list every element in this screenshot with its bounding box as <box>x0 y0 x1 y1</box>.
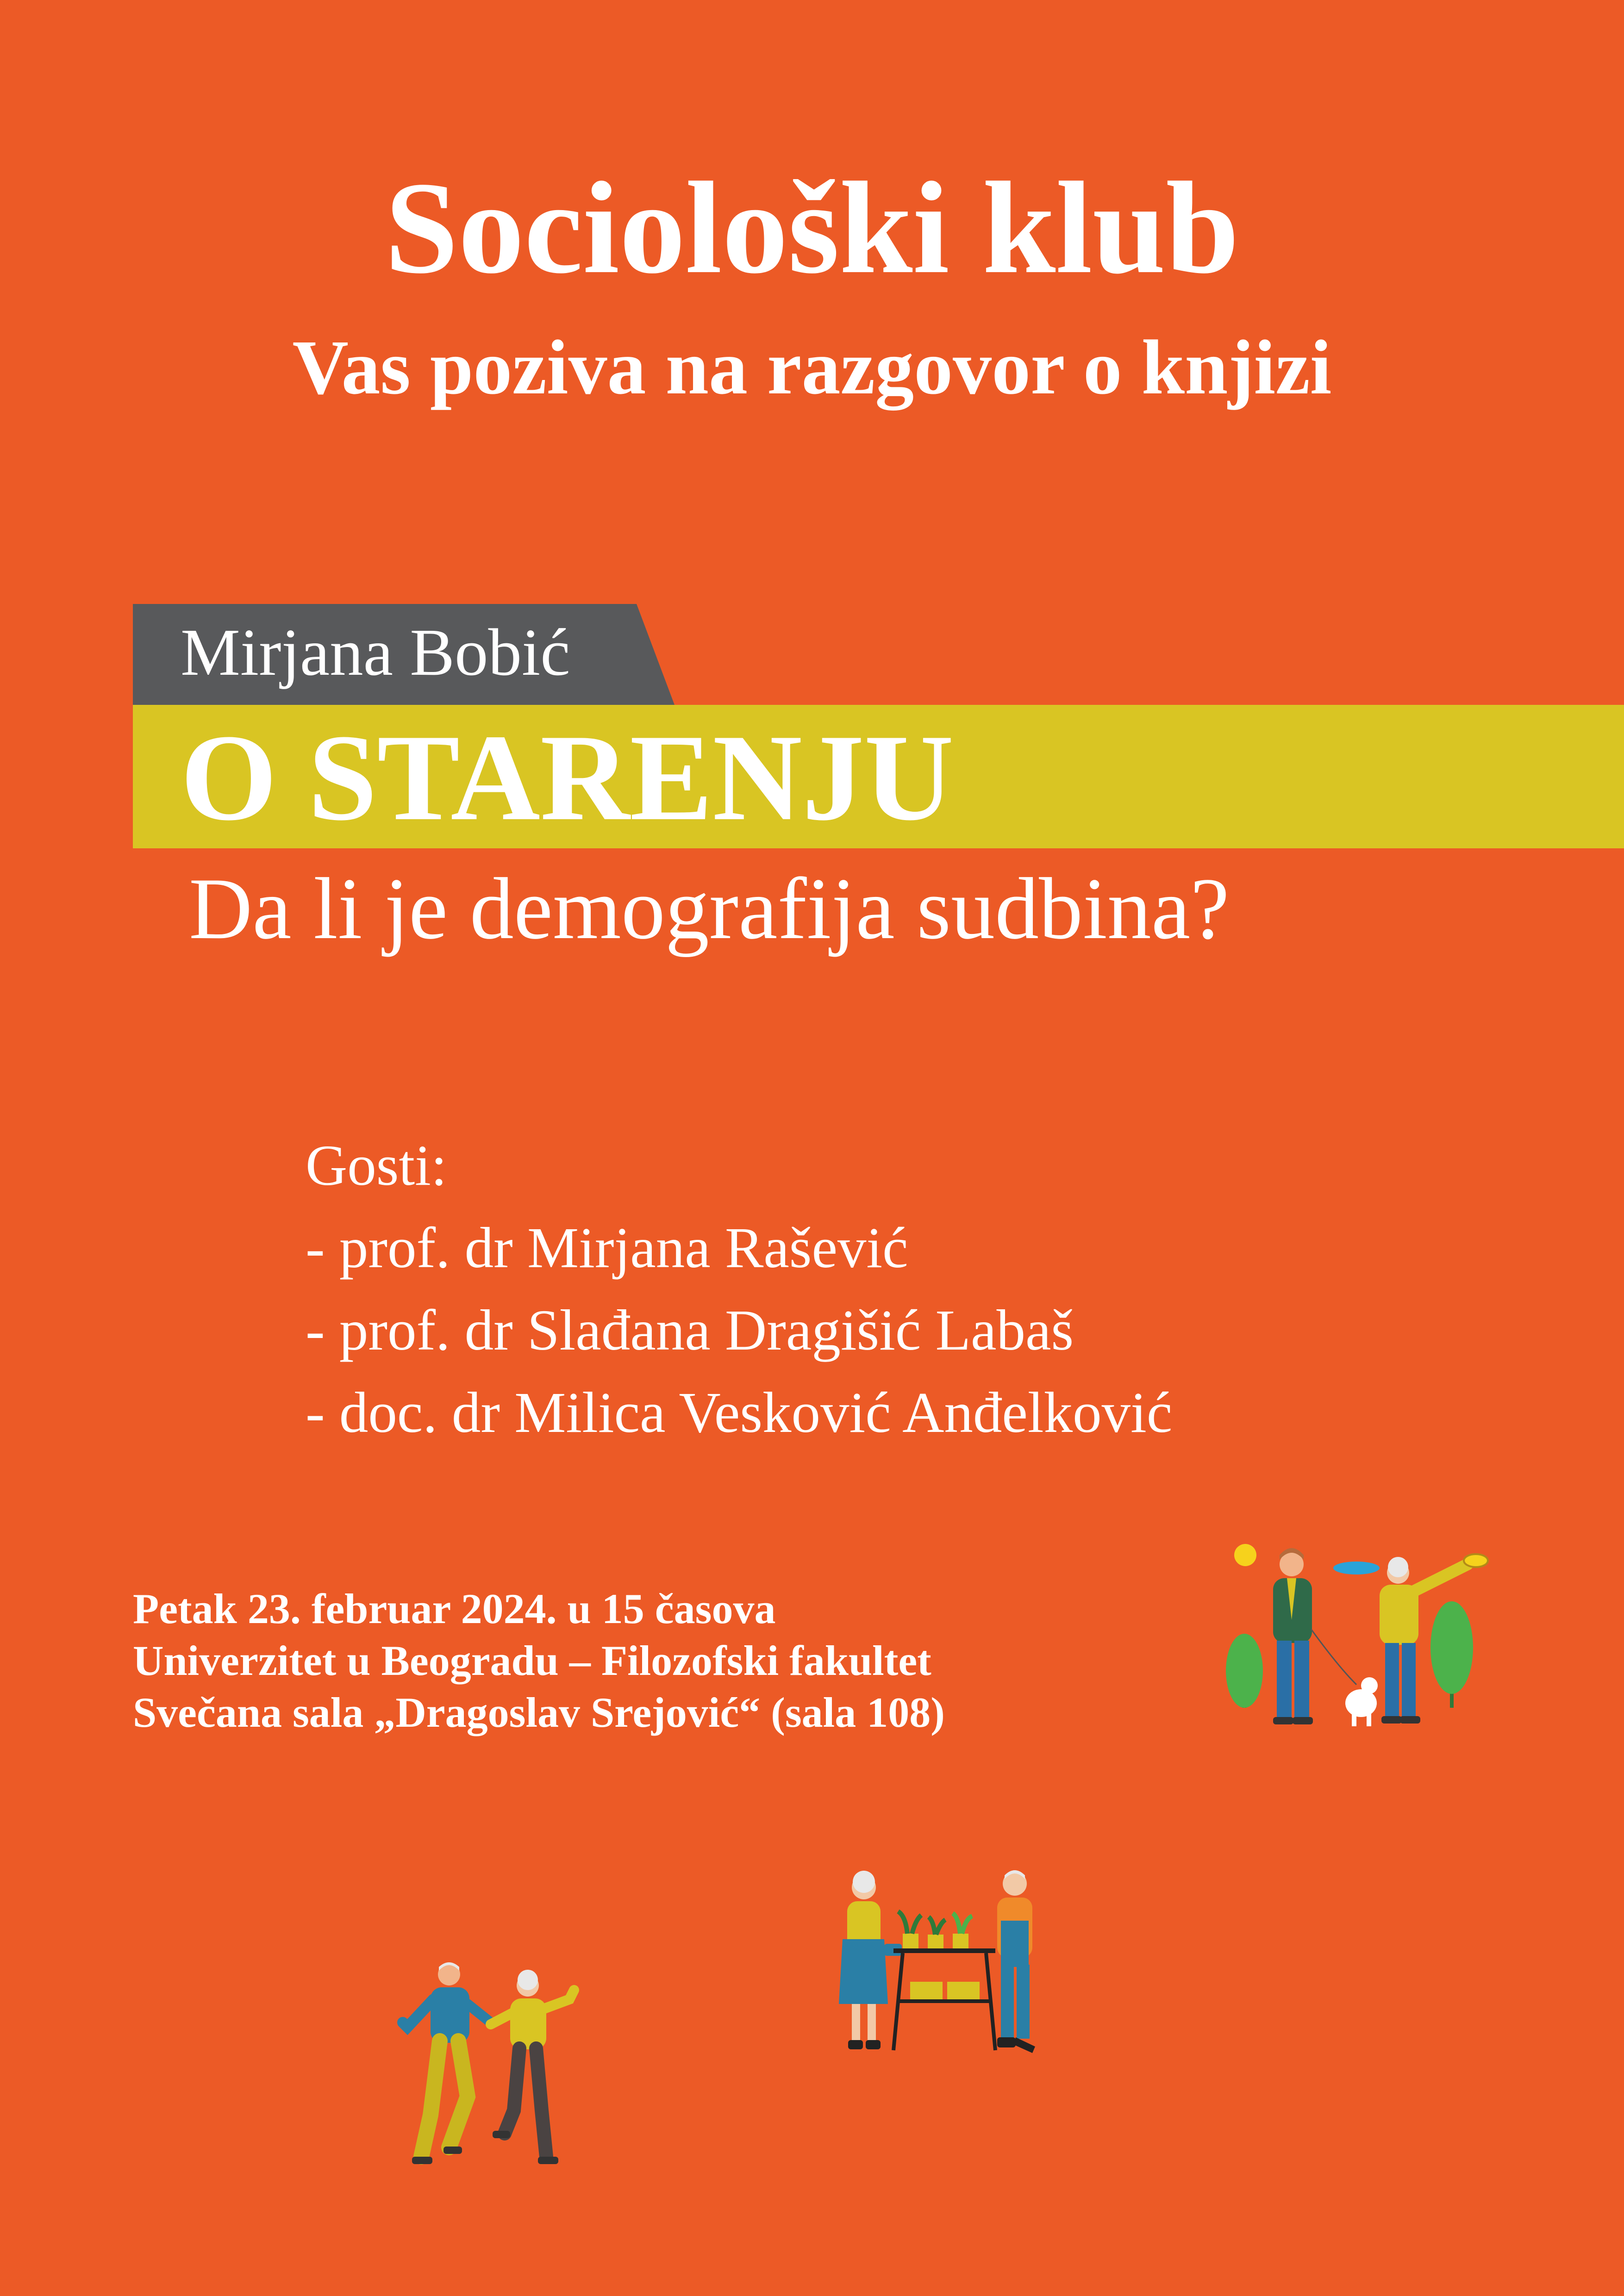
elderly-couple-walking-dog-icon <box>1222 1537 1500 1740</box>
book-title: O STARENJU <box>181 709 954 846</box>
elderly-couple-dancing-icon <box>389 1958 588 2175</box>
guest-item: - doc. dr Milica Vesković Anđelković <box>306 1381 1173 1445</box>
event-venue: Svečana sala „Dragoslav Srejović“ (sala 108) <box>133 1689 945 1736</box>
event-institution: Univerzitet u Beogradu – Filozofski fakultet <box>133 1637 931 1684</box>
event-info <box>133 1583 945 1738</box>
guest-item: - prof. dr Mirjana Rašević <box>306 1216 908 1280</box>
club-title: Sociološki klub <box>385 155 1239 301</box>
book-subtitle: Da li je demografija sudbina? <box>189 860 1230 958</box>
event-date-time: Petak 23. februar 2024. u 15 časova <box>133 1585 776 1632</box>
elderly-couple-gardening-icon <box>829 1865 1069 2060</box>
guests-section <box>306 1125 1172 1454</box>
guests-heading: Gosti: <box>306 1134 447 1198</box>
author-name: Mirjana Bobić <box>181 616 570 690</box>
guest-item: - prof. dr Slađana Dragišić Labaš <box>306 1299 1074 1363</box>
invite-line: Vas poziva na razgovor o knjizi <box>292 324 1332 411</box>
